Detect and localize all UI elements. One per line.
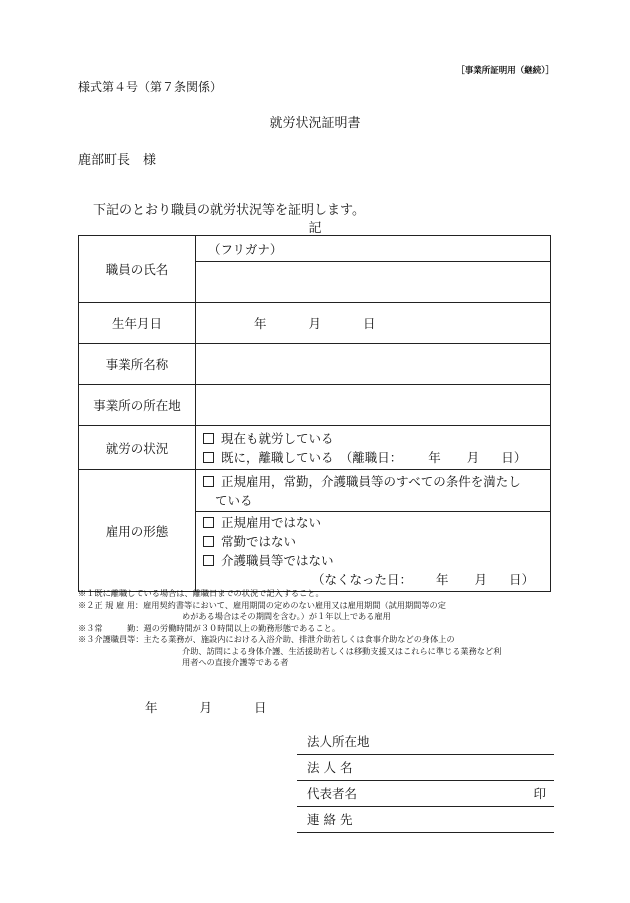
- footnotes: [78, 588, 558, 669]
- form-number: 様式第４号（第７条関係）: [78, 80, 223, 94]
- checkbox-left-job[interactable]: [203, 452, 214, 463]
- addressee: 鹿部町長 様: [78, 153, 157, 168]
- form-category-tag: ［事業所証明用（継続）］: [456, 66, 554, 76]
- note-2: ※２正 規 雇 用：雇用契約書等において、雇用期間の定めのない雇用又は雇用期間（試用期間等の定: [78, 599, 446, 610]
- address-label: 事業所の所在地: [79, 385, 196, 426]
- furigana-label: （フリガナ）: [208, 241, 283, 257]
- option-regular-line1: 正規雇用，常勤，介護職員等のすべての条件を満たし: [221, 474, 521, 489]
- corp-address-line[interactable]: [297, 730, 554, 755]
- lost-day-label: 日: [509, 572, 522, 587]
- close-paren: ）: [513, 449, 527, 465]
- furigana-field[interactable]: [196, 236, 551, 262]
- option-still-working: 現在も就労している: [221, 430, 334, 446]
- seal-mark: 印: [533, 786, 546, 801]
- name-label: 職員の氏名: [79, 236, 196, 303]
- leave-day-label: 日: [501, 449, 514, 465]
- status-options: [196, 426, 551, 470]
- contact-line[interactable]: [297, 808, 554, 833]
- leave-year-label: 年: [428, 449, 441, 465]
- company-label: 事業所名称: [79, 344, 196, 385]
- company-address-field[interactable]: [196, 385, 551, 426]
- note-4-cont2: 用者への直接介護等である者: [182, 657, 289, 667]
- ki-heading: 記: [308, 221, 322, 236]
- birth-month-label: 月: [308, 316, 322, 331]
- note-2-cont: めがある場合はその期間を含む。）が１年以上である雇用: [182, 611, 391, 621]
- name-field[interactable]: [196, 262, 551, 303]
- issue-month-label: 月: [199, 700, 213, 715]
- employment-form-table: [78, 235, 551, 592]
- lost-date-label: （なくなった日：: [312, 572, 413, 587]
- status-label: 就労の状況: [79, 426, 196, 470]
- corp-name-label: 法 人 名: [307, 760, 353, 775]
- contact-label: 連 絡 先: [307, 812, 353, 827]
- issue-year-label: 年: [145, 700, 158, 715]
- birth-year-label: 年: [254, 316, 267, 331]
- note-1: ※１既に離職している場合は、離職日までの状況で記入すること。: [78, 588, 324, 598]
- corp-address-label: 法人所在地: [307, 734, 370, 749]
- lost-month-label: 月: [474, 572, 488, 587]
- issue-day-label: 日: [254, 700, 267, 715]
- checkbox-not-fulltime[interactable]: [203, 536, 214, 547]
- option-regular-line2: ている: [215, 493, 253, 508]
- note-4-cont1: 介助、訪問による身体介護、生活援助若しくは移動支援又はこれらに準じる業務など利: [182, 645, 502, 656]
- option-not-fulltime: 常勤ではない: [221, 534, 297, 549]
- corp-name-line[interactable]: [297, 756, 554, 781]
- leave-month-label: 月: [466, 449, 480, 465]
- checkbox-still-working[interactable]: [203, 433, 214, 444]
- representative-label: 代表者名: [307, 786, 358, 801]
- birth-label: 生年月日: [79, 303, 196, 344]
- checkbox-not-regular[interactable]: [203, 517, 214, 528]
- checkbox-not-care-staff[interactable]: [203, 555, 214, 566]
- lost-close-paren: ）: [521, 572, 535, 587]
- birth-date-field[interactable]: [196, 303, 551, 344]
- note-3: ※３常 勤：週の労働時間が３０時間以上の勤務形態であること。: [78, 622, 341, 633]
- representative-line[interactable]: [297, 782, 554, 807]
- issue-date[interactable]: [145, 698, 267, 716]
- option-not-regular: 正規雇用ではない: [221, 515, 322, 530]
- document-title: 就労状況証明書: [269, 116, 361, 131]
- birth-day-label: 日: [363, 316, 376, 331]
- option-not-care-staff: 介護職員等ではない: [221, 553, 334, 568]
- employment-options: [196, 470, 551, 592]
- employment-label: 雇用の形態: [79, 470, 196, 592]
- intro-text: 下記のとおり職員の就労状況等を証明します。: [93, 203, 365, 218]
- checkbox-regular[interactable]: [203, 476, 214, 487]
- option-left-job: 既に，離職している （離職日：: [221, 449, 403, 465]
- note-4: ※３介護職員等：主たる業務が、施設内における入浴介助、排泄介助若しくは食事介助などの身体上の: [78, 634, 455, 644]
- lost-year-label: 年: [436, 572, 449, 587]
- company-name-field[interactable]: [196, 344, 551, 385]
